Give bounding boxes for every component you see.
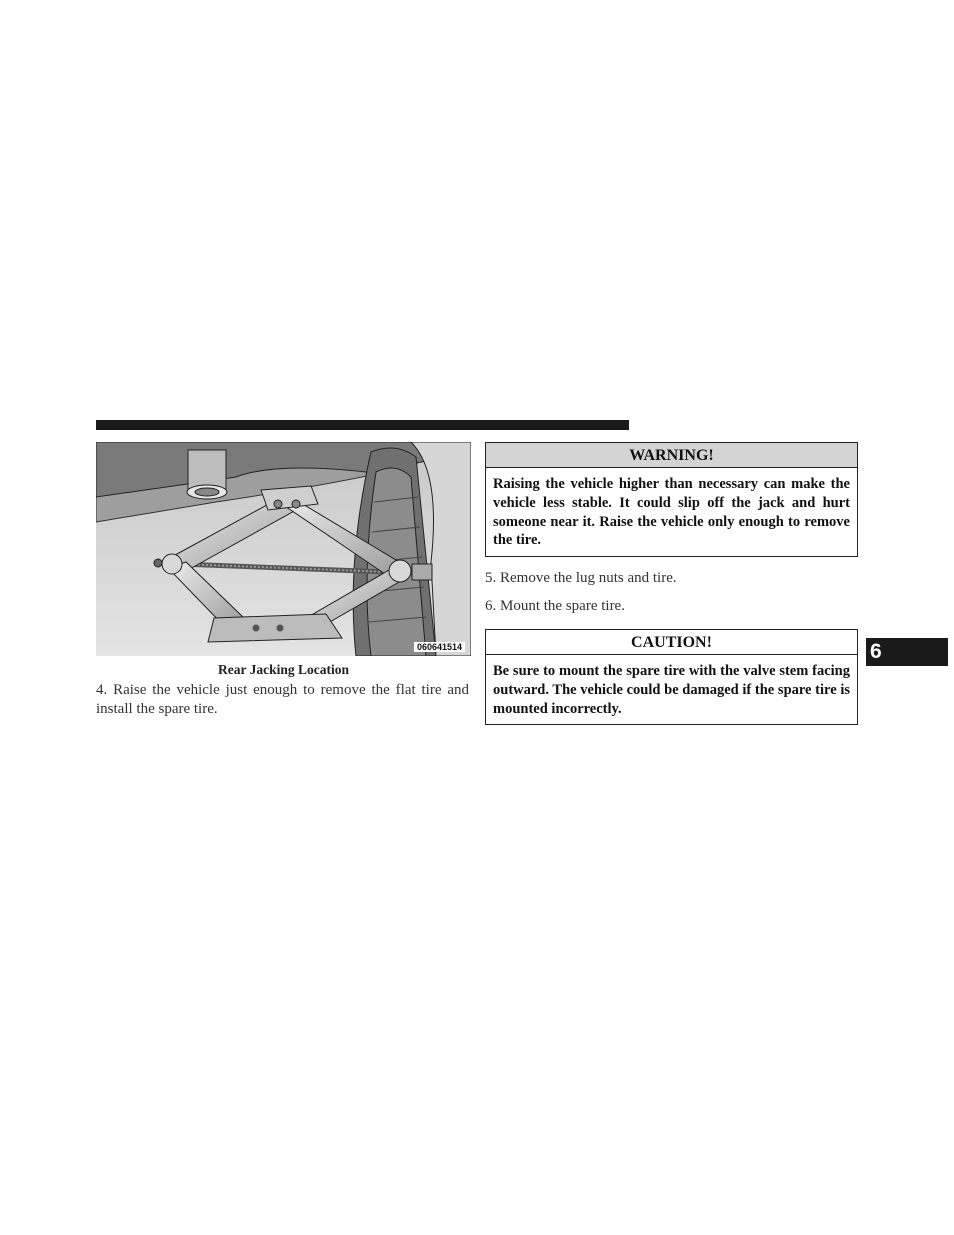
jack-illustration — [96, 442, 471, 656]
caution-title: CAUTION! — [486, 630, 857, 655]
step-4-text: 4. Raise the vehicle just enough to remove the flat tire and install the spare tire. — [96, 682, 469, 717]
figure-caption: Rear Jacking Location — [218, 662, 349, 677]
figure-code: 060641514 — [414, 642, 465, 652]
warning-title: WARNING! — [486, 443, 857, 468]
warning-box — [485, 442, 858, 557]
warning-body: Raising the vehicle higher than necessary can make the vehicle less stable. It could slip off the jack and hurt someone near it. Raise the vehicle only enough to remove the tire. — [493, 476, 850, 549]
step-6-text: 6. Mount the spare tire. — [485, 598, 625, 614]
caution-box — [485, 629, 858, 725]
step-5-text: 5. Remove the lug nuts and tire. — [485, 570, 677, 586]
section-rule — [96, 420, 629, 430]
chapter-tab: 6 — [866, 638, 948, 666]
caution-body: Be sure to mount the spare tire with the valve stem facing outward. The vehicle could be damaged if the spare tire is mounted incorrectly. — [493, 663, 850, 717]
